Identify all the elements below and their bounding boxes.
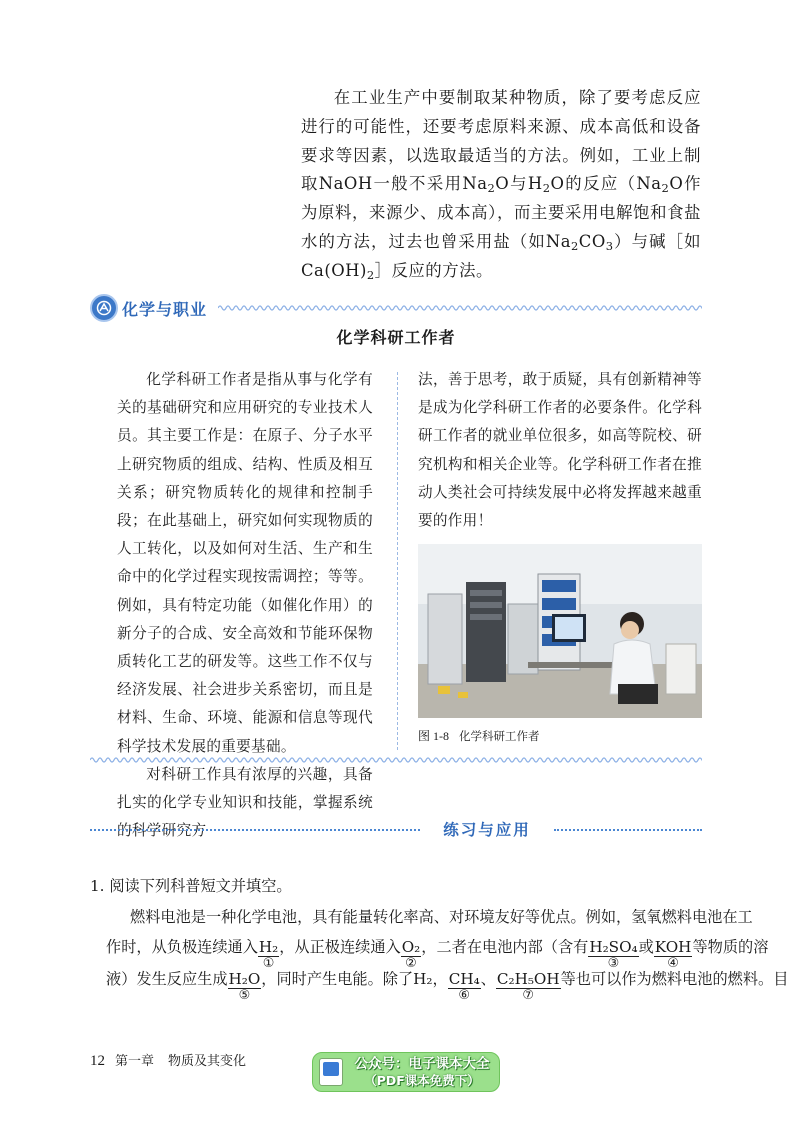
formula-na2o-2: $Na_2O$ (636, 174, 684, 196)
figure-caption (418, 727, 540, 744)
intro-text-1: 在工业生产中要制取某种物质，除了要考虑反应进行的可能性，还要考虑原料来源、成本高低和设备要求等因素，以选取最适当的方法。例如，工业上制取 (301, 88, 701, 194)
career-paragraph-2: 对科研工作具有浓厚的兴趣，具备扎实的化学专业知识和技能，掌握系统的科学研究方 (117, 765, 373, 840)
career-section-header (90, 294, 702, 326)
promo-line-2: （PDF课本免费下） (364, 1073, 480, 1088)
blank-2: O₂ ② (401, 938, 421, 971)
intro-text-2: 一般不采用 (372, 174, 463, 194)
chapter-title: 物质及其变化 (168, 1054, 247, 1069)
career-paragraph-1: 化学科研工作者是指从事与化学有关的基础研究和应用研究的专业技术人员。其主要工作是：在原子、分子水平上研究物质的组成、结构、性质及相互关系；研究物质转化的规律和控制手段；在此基础上，研究如何实现物质的人工转化，以及如何对生活、生产和生命中的化学过程实现按需调控；等等。例如，具有特定功能（如催化作用）的新分子的合成、安全高效和节能环保物质转化工艺的研发等。这些工作不仅与经济发展、社会进步关系密切，而且是材料、生命、环境、能源和信息等现代科学技术发展的重要基础。 (117, 371, 373, 755)
page-footer (90, 1050, 246, 1070)
career-left-column (117, 366, 373, 845)
question-1-line-3: 液）发生反应生成H₂O ⑤ ，同时产生电能。除了H₂，CH₄ ⑥ 、C₂H₅OH ⑦ 等也可以作为燃料电池的燃料。目 (106, 970, 789, 1003)
chapter-label: 第一章 (115, 1054, 155, 1069)
exercise-header-dots-right (554, 829, 702, 831)
formula-caoh2: $Ca(OH)_2$ (301, 260, 375, 282)
question-1-prompt: 1. 阅读下列科普短文并填空。 (90, 877, 292, 895)
promo-line-1: 公众号：电子课本大全 (354, 1056, 490, 1072)
exercise-section-title: 练习与应用 (443, 821, 531, 839)
page-number: 12 (90, 1053, 105, 1069)
career-title: 化学科研工作者 (336, 328, 456, 347)
formula-h2o: $H_2O$ (527, 174, 565, 196)
intro-paragraph: 在工业生产中要制取某种物质，除了要考虑反应进行的可能性，还要考虑原料来源、成本高低和设备要求等因素，以选取最适当的方法。例如，工业上制取NaOH一般不采用$Na_2O$与$H_2O$的反应（$Na_2O$作为原料，来源少、成本高），而主要采用电解饱和食盐水的方法，过去也曾采用盐（如$Na_2CO_3$）与碱［如$Ca(OH)_2]$反应的方法。 (301, 88, 702, 282)
figure-number: 图 1-8 (418, 729, 449, 743)
blank-1: H₂ ① (258, 938, 279, 971)
formula-naoh: NaOH (318, 174, 373, 194)
question-1-line-1: 燃料电池是一种化学电池，具有能量转化率高、对环境友好等优点。例如，氢氧燃料电池在工 (130, 908, 753, 926)
career-right-column (418, 366, 702, 535)
career-paragraph-2-continued: 法，善于思考，敢于质疑，具有创新精神等是成为化学科研工作者的必要条件。化学科研工作者的就业单位很多，如高等院校、研究机构和相关企业等。化学科研工作者在推动人类社会可持续发展中必将发挥越来越重要的作用！ (418, 371, 702, 530)
formula-na2o: $Na_2O$ (462, 174, 510, 196)
career-header-wave (218, 303, 702, 313)
formula-na2co3: $Na_2CO_3$ (545, 231, 614, 253)
question-1-line-2: 作时，从负极连续通入H₂ ① ，从正极连续通入O₂ ② ，二者在电池内部（含有H₂SO₄ ③ 或KOH ④ 等物质的溶 (106, 938, 769, 971)
blank-3: H₂SO₄ ③ (589, 938, 638, 971)
lab-photo (418, 544, 702, 718)
blank-5: H₂O ⑤ (228, 970, 261, 1003)
figure-caption-text: 化学科研工作者 (459, 729, 540, 743)
blank-6: CH₄ ⑥ (448, 970, 480, 1003)
promo-banner[interactable] (312, 1052, 500, 1092)
exercise-section-header (90, 815, 702, 845)
book-logo-icon (319, 1058, 343, 1086)
column-divider (397, 372, 398, 750)
blank-4: KOH ④ (654, 938, 692, 971)
career-section-label: 化学与职业 (122, 300, 208, 319)
exercise-header-dots-left (90, 829, 420, 831)
blank-7: C₂H₅OH ⑦ (496, 970, 560, 1003)
career-footer-wave (90, 755, 702, 765)
career-badge-icon (90, 294, 118, 322)
